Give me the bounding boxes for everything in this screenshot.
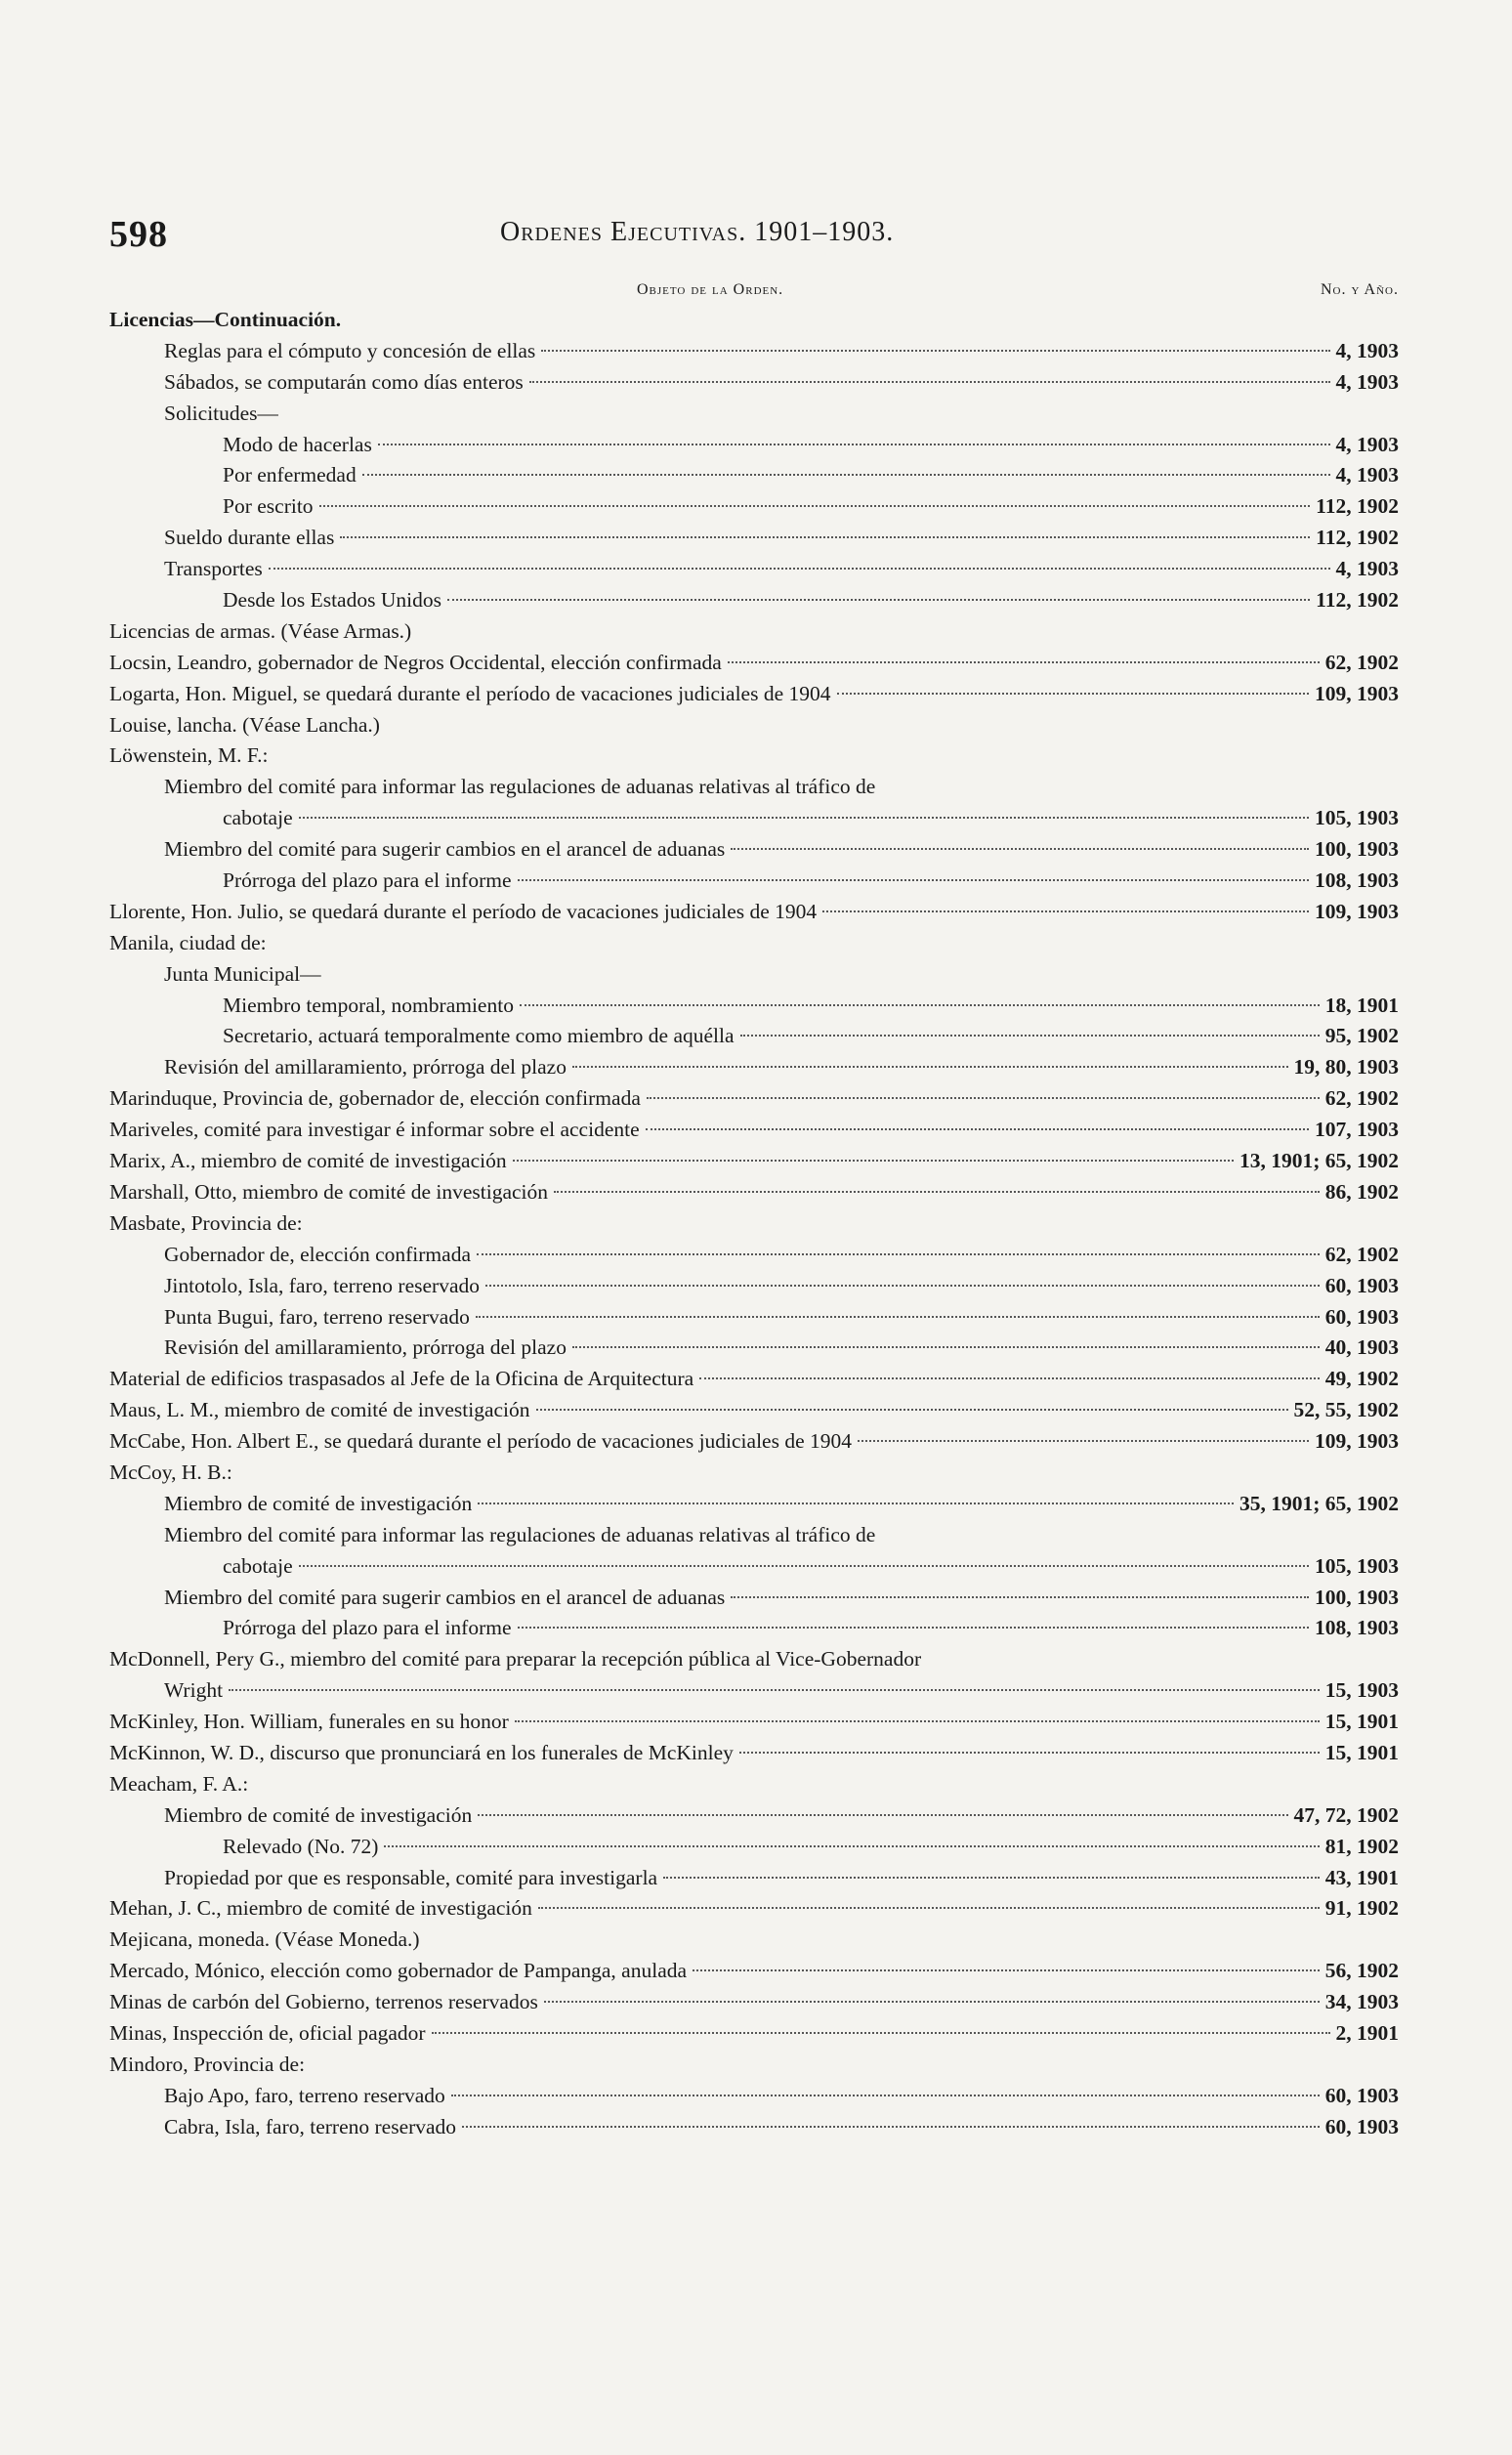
dot-leader: [447, 599, 1310, 601]
dot-leader: [554, 1191, 1320, 1193]
page-header: [109, 213, 1399, 255]
entry-reference: 109, 1903: [1315, 681, 1399, 705]
entry-reference: 107, 1903: [1315, 1118, 1399, 1142]
dot-leader: [299, 1565, 1309, 1567]
entry-reference: 52, 55, 1902: [1293, 1398, 1399, 1422]
index-entries: [109, 305, 1399, 2143]
entry-reference: 4, 1903: [1335, 369, 1399, 394]
index-entry: [109, 1987, 1399, 2018]
entry-text: Minas de carbón del Gobierno, terrenos reservados: [109, 1990, 538, 2014]
index-entry: [109, 1364, 1399, 1395]
entry-reference: 49, 1902: [1324, 1367, 1399, 1391]
index-entry: [109, 834, 1399, 866]
index-entry: [109, 305, 1399, 336]
index-entry: [109, 679, 1399, 710]
entry-text: Prórroga del plazo para el informe: [223, 1616, 512, 1640]
entry-text: Solicitudes—: [164, 401, 279, 425]
index-entry: [109, 491, 1399, 523]
index-entry: [109, 1583, 1399, 1614]
entry-reference: 95, 1902: [1324, 1024, 1399, 1048]
index-entry: [109, 710, 1399, 741]
column-header-number: No. y Año.: [1320, 281, 1399, 298]
index-entry: [109, 1208, 1399, 1240]
index-entry: [109, 1769, 1399, 1800]
entry-text: Bajo Apo, faro, terreno reservado: [164, 2083, 445, 2107]
dot-leader: [740, 1035, 1320, 1037]
index-entry: [109, 1893, 1399, 1925]
entry-reference: 105, 1903: [1315, 806, 1399, 830]
entry-reference: 15, 1901: [1324, 1740, 1399, 1764]
entry-text: Manila, ciudad de:: [109, 930, 267, 954]
index-entry: [109, 2081, 1399, 2112]
dot-leader: [699, 1377, 1320, 1379]
entry-text: Por enfermedad: [223, 463, 357, 487]
entry-reference: 60, 1903: [1324, 2114, 1399, 2138]
entry-reference: 40, 1903: [1324, 1335, 1399, 1360]
entry-reference: 62, 1902: [1324, 650, 1399, 674]
entry-text: Transportes: [164, 557, 263, 581]
entry-text: Mariveles, comité para investigar é informar sobre el accidente: [109, 1118, 640, 1142]
index-entry: [109, 928, 1399, 959]
entry-reference: 109, 1903: [1315, 1429, 1399, 1454]
entry-text: Miembro de comité de investigación: [164, 1491, 473, 1515]
index-entry: [109, 2050, 1399, 2081]
dot-leader: [529, 381, 1330, 383]
index-entry: [109, 1115, 1399, 1146]
index-entry: [109, 1271, 1399, 1302]
entry-text: Licencias—Continuación.: [109, 308, 342, 331]
dot-leader: [731, 848, 1309, 850]
entry-text: Miembro temporal, nombramiento: [223, 993, 514, 1017]
index-entry: [109, 866, 1399, 897]
entry-reference: 19, 80, 1903: [1293, 1055, 1399, 1079]
entry-reference: 105, 1903: [1315, 1553, 1399, 1578]
entry-reference: 4, 1903: [1335, 338, 1399, 362]
index-entry: [109, 772, 1399, 803]
entry-reference: 4, 1903: [1335, 432, 1399, 456]
dot-leader: [520, 1004, 1320, 1006]
entry-text: McKinley, Hon. William, funerales en su honor: [109, 1710, 509, 1734]
entry-text: cabotaje: [223, 806, 293, 830]
entry-text: Marshall, Otto, miembro de comité de investigación: [109, 1179, 549, 1204]
dot-leader: [515, 1720, 1320, 1722]
dot-leader: [572, 1066, 1288, 1068]
entry-text: Junta Municipal—: [164, 961, 321, 986]
dot-leader: [478, 1814, 1287, 1816]
dot-leader: [693, 1969, 1320, 1971]
entry-text: Miembro de comité de investigación: [164, 1802, 473, 1827]
index-entry: [109, 1832, 1399, 1863]
entry-text: Punta Bugui, faro, terreno reservado: [164, 1304, 470, 1329]
dot-leader: [731, 1596, 1309, 1598]
dot-leader: [663, 1877, 1320, 1879]
dot-leader: [513, 1160, 1234, 1162]
index-entry: [109, 460, 1399, 491]
index-entry: [109, 523, 1399, 554]
dot-leader: [340, 536, 1310, 538]
entry-text: cabotaje: [223, 1553, 293, 1578]
dot-leader: [378, 444, 1330, 445]
dot-leader: [572, 1346, 1320, 1348]
entry-text: Louise, lancha. (Véase Lancha.): [109, 712, 380, 737]
entry-reference: 15, 1901: [1324, 1710, 1399, 1734]
index-entry: [109, 585, 1399, 616]
index-entry: [109, 1738, 1399, 1769]
entry-reference: 62, 1902: [1324, 1242, 1399, 1266]
entry-text: Miembro del comité para sugerir cambios en el arancel de aduanas: [164, 837, 726, 862]
entry-text: Meacham, F. A.:: [109, 1771, 249, 1796]
dot-leader: [538, 1907, 1320, 1909]
index-entry: [109, 336, 1399, 367]
dot-leader: [837, 693, 1310, 695]
dot-leader: [319, 505, 1311, 507]
index-entry: [109, 399, 1399, 430]
dot-leader: [485, 1285, 1320, 1287]
entry-reference: 109, 1903: [1315, 899, 1399, 923]
entry-reference: 34, 1903: [1324, 1990, 1399, 2014]
entry-text: Miembro del comité para sugerir cambios en el arancel de aduanas: [164, 1585, 726, 1609]
entry-reference: 56, 1902: [1324, 1959, 1399, 1983]
index-entry: [109, 2018, 1399, 2050]
entry-text: Wright: [164, 1678, 224, 1703]
index-entry: [109, 1489, 1399, 1520]
dot-leader: [269, 568, 1330, 570]
index-entry: [109, 959, 1399, 991]
index-entry: [109, 554, 1399, 585]
index-entry: [109, 2112, 1399, 2143]
index-entry: [109, 430, 1399, 461]
entry-text: Relevado (No. 72): [223, 1834, 379, 1858]
index-entry: [109, 1302, 1399, 1333]
entry-text: Cabra, Isla, faro, terreno reservado: [164, 2114, 457, 2138]
index-entry: [109, 1800, 1399, 1832]
entry-text: Minas, Inspección de, oficial pagador: [109, 2020, 426, 2045]
index-entry: [109, 1458, 1399, 1489]
entry-text: Mercado, Mónico, elección como gobernador de Pampanga, anulada: [109, 1959, 688, 1983]
entry-reference: 2, 1901: [1335, 2020, 1399, 2045]
index-entry: [109, 1146, 1399, 1177]
entry-text: Sueldo durante ellas: [164, 526, 335, 550]
dot-leader: [229, 1689, 1320, 1691]
index-entry: [109, 1021, 1399, 1052]
dot-leader: [462, 2126, 1320, 2128]
entry-text: Llorente, Hon. Julio, se quedará durante el período de vacaciones judiciales de 1904: [109, 899, 818, 923]
dot-leader: [518, 879, 1310, 881]
entry-text: McCabe, Hon. Albert E., se quedará durante el período de vacaciones judiciales de 1904: [109, 1429, 852, 1454]
entry-reference: 86, 1902: [1324, 1179, 1399, 1204]
entry-reference: 43, 1901: [1324, 1865, 1399, 1889]
index-entry: [109, 1925, 1399, 1956]
index-entry: [109, 1551, 1399, 1583]
dot-leader: [646, 1128, 1309, 1130]
entry-reference: 62, 1902: [1324, 1086, 1399, 1111]
entry-text: Secretario, actuará temporalmente como miembro de aquélla: [223, 1024, 735, 1048]
index-entry: [109, 1707, 1399, 1738]
entry-text: Prórroga del plazo para el informe: [223, 868, 512, 893]
entry-reference: 91, 1902: [1324, 1896, 1399, 1921]
entry-reference: 81, 1902: [1324, 1834, 1399, 1858]
dot-leader: [477, 1253, 1320, 1255]
entry-reference: 100, 1903: [1315, 1585, 1399, 1609]
index-entry: [109, 367, 1399, 399]
entry-text: Reglas para el cómputo y concesión de ellas: [164, 338, 536, 362]
entry-text: Mejicana, moneda. (Véase Moneda.): [109, 1927, 420, 1952]
dot-leader: [451, 2095, 1320, 2096]
entry-text: Mindoro, Provincia de:: [109, 2052, 306, 2076]
entry-text: Maus, L. M., miembro de comité de investigación: [109, 1398, 530, 1422]
index-entry: [109, 648, 1399, 679]
entry-reference: 108, 1903: [1315, 868, 1399, 893]
index-entry: [109, 1426, 1399, 1458]
dot-leader: [478, 1503, 1234, 1504]
entry-text: Revisión del amillaramiento, prórroga del plazo: [164, 1055, 567, 1079]
entry-text: Propiedad por que es responsable, comité para investigarla: [164, 1865, 658, 1889]
dot-leader: [299, 817, 1309, 819]
entry-text: McCoy, H. B.:: [109, 1460, 232, 1484]
index-entry: [109, 1863, 1399, 1894]
dot-leader: [728, 661, 1320, 663]
entry-text: Licencias de armas. (Véase Armas.): [109, 618, 412, 643]
dot-leader: [647, 1097, 1320, 1099]
entry-reference: 108, 1903: [1315, 1616, 1399, 1640]
entry-reference: 60, 1903: [1324, 2083, 1399, 2107]
entry-text: Material de edificios traspasados al Jefe de la Oficina de Arquitectura: [109, 1367, 694, 1391]
column-headers: [109, 281, 1399, 305]
entry-reference: 112, 1902: [1316, 588, 1399, 613]
entry-text: McDonnell, Pery G., miembro del comité para preparar la recepción pública al Vice-Gobernador: [109, 1647, 922, 1672]
index-entry: [109, 1240, 1399, 1271]
index-entry: [109, 1052, 1399, 1083]
index-entry: [109, 1613, 1399, 1644]
index-entry: [109, 1333, 1399, 1364]
entry-text: Gobernador de, elección confirmada: [164, 1242, 471, 1266]
index-entry: [109, 1395, 1399, 1426]
entry-text: Marix, A., miembro de comité de investigación: [109, 1149, 507, 1173]
entry-reference: 47, 72, 1902: [1293, 1802, 1399, 1827]
index-entry: [109, 1675, 1399, 1707]
column-header-object: Objeto de la Orden.: [637, 281, 784, 298]
entry-text: Por escrito: [223, 494, 314, 519]
entry-text: McKinnon, W. D., discurso que pronunciará en los funerales de McKinley: [109, 1740, 734, 1764]
entry-reference: 100, 1903: [1315, 837, 1399, 862]
entry-text: Logarta, Hon. Miguel, se quedará durante el período de vacaciones judiciales de 1904: [109, 681, 831, 705]
dot-leader: [518, 1627, 1310, 1629]
index-entry: [109, 616, 1399, 648]
index-entry: [109, 1644, 1399, 1675]
dot-leader: [384, 1845, 1319, 1847]
index-entry: [109, 1956, 1399, 1987]
entry-text: Revisión del amillaramiento, prórroga del plazo: [164, 1335, 567, 1360]
index-entry: [109, 991, 1399, 1022]
entry-text: Masbate, Provincia de:: [109, 1210, 303, 1235]
dot-leader: [432, 2032, 1330, 2034]
entry-text: Miembro del comité para informar las regulaciones de aduanas relativas al tráfico de: [164, 775, 876, 799]
index-entry: [109, 1083, 1399, 1115]
entry-reference: 4, 1903: [1335, 557, 1399, 581]
index-entry: [109, 741, 1399, 772]
entry-text: Mehan, J. C., miembro de comité de investigación: [109, 1896, 532, 1921]
dot-leader: [536, 1409, 1288, 1411]
dot-leader: [541, 350, 1329, 352]
dot-leader: [822, 910, 1309, 912]
entry-text: Löwenstein, M. F.:: [109, 743, 269, 768]
entry-reference: 15, 1903: [1324, 1678, 1399, 1703]
entry-text: Sábados, se computarán como días enteros: [164, 369, 524, 394]
entry-reference: 4, 1903: [1335, 463, 1399, 487]
dot-leader: [544, 2001, 1320, 2003]
dot-leader: [476, 1316, 1320, 1318]
entry-reference: 60, 1903: [1324, 1273, 1399, 1297]
running-title: Ordenes Ejecutivas. 1901–1903.: [500, 217, 895, 247]
entry-reference: 112, 1902: [1316, 526, 1399, 550]
entry-text: Jintotolo, Isla, faro, terreno reservado: [164, 1273, 480, 1297]
entry-reference: 112, 1902: [1316, 494, 1399, 519]
entry-text: Modo de hacerlas: [223, 432, 372, 456]
entry-text: Desde los Estados Unidos: [223, 588, 441, 613]
entry-reference: 35, 1901; 65, 1902: [1239, 1491, 1399, 1515]
index-entry: [109, 1520, 1399, 1551]
page-number: 598: [109, 214, 168, 255]
entry-reference: 18, 1901: [1324, 993, 1399, 1017]
index-entry: [109, 803, 1399, 834]
dot-leader: [858, 1440, 1309, 1442]
index-entry: [109, 897, 1399, 928]
entry-text: Marinduque, Provincia de, gobernador de, elección confirmada: [109, 1086, 641, 1111]
dot-leader: [362, 474, 1330, 476]
entry-text: Miembro del comité para informar las regulaciones de aduanas relativas al tráfico de: [164, 1522, 876, 1546]
entry-text: Locsin, Leandro, gobernador de Negros Occidental, elección confirmada: [109, 650, 722, 674]
entry-reference: 60, 1903: [1324, 1304, 1399, 1329]
dot-leader: [739, 1752, 1320, 1754]
entry-reference: 13, 1901; 65, 1902: [1239, 1149, 1399, 1173]
index-entry: [109, 1177, 1399, 1208]
